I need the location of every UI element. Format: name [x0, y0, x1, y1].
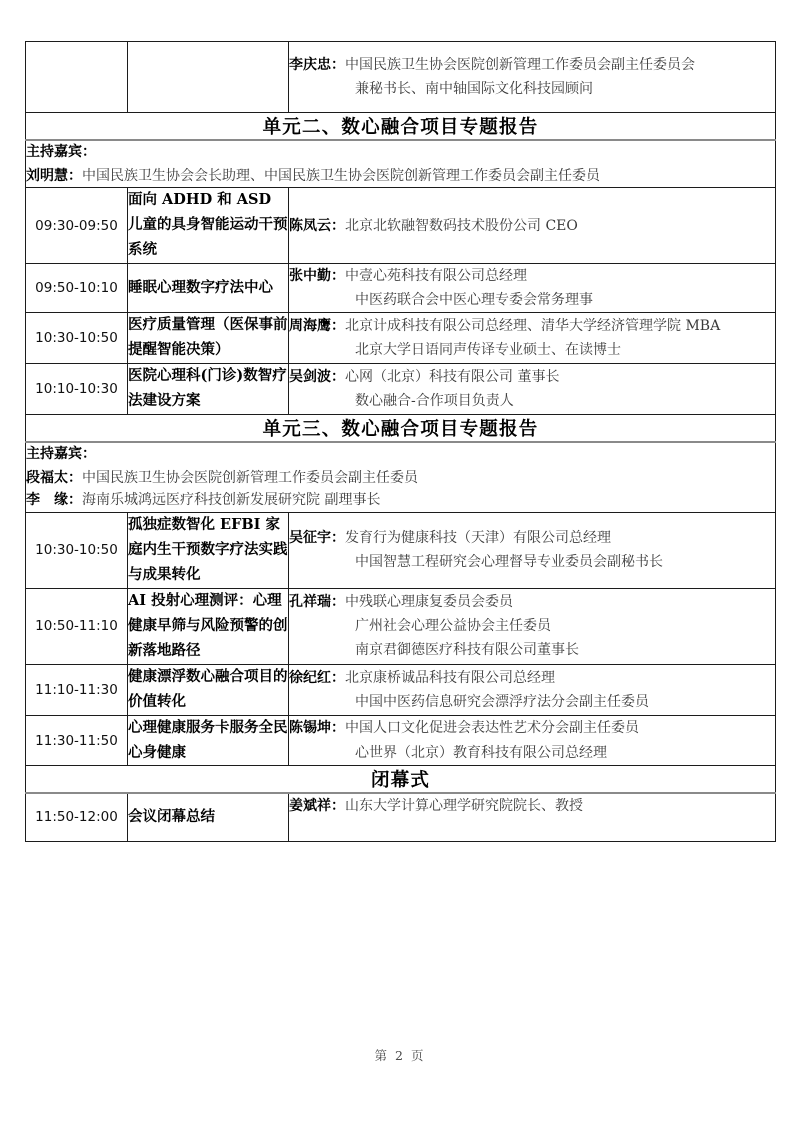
speaker-cell [289, 664, 776, 715]
speaker-line [289, 690, 775, 714]
topic-cell: 医院心理科(门诊)数智疗法建设方案 [128, 364, 289, 415]
speaker-line [289, 389, 775, 413]
speaker-cell [289, 364, 776, 415]
speaker-cell [289, 264, 776, 313]
moderator-heading: 主持嘉宾： [26, 446, 96, 463]
speaker-role: 心世界（北京）教育科技有限公司总经理 [355, 744, 607, 761]
topic-cell [128, 42, 289, 113]
speaker-colon: ： [331, 594, 345, 611]
speaker-role: 南京君御德医疗科技有限公司董事长 [355, 642, 579, 659]
speaker-name: 陈锡坤 [289, 720, 331, 737]
speaker-role: 北京计成科技有限公司总经理、清华大学经济管理学院 MBA [345, 318, 721, 335]
section-title: 单元三、数心融合项目专题报告 [26, 415, 776, 443]
speaker-cell [289, 588, 776, 664]
speaker-line [289, 53, 775, 77]
speaker-role: 数心融合-合作项目负责人 [355, 393, 514, 410]
speaker-line [289, 214, 775, 238]
topic-cell: 孤独症数智化 EFBI 家庭内生干预数字疗法实践与成果转化 [128, 513, 289, 589]
speaker-colon: ： [331, 530, 345, 547]
table-row [26, 588, 776, 664]
speaker-role: 中国民族卫生协会医院创新管理工作委员会副主任委员会 [345, 56, 695, 73]
speaker-colon: ： [331, 56, 345, 73]
speaker-colon: ： [331, 318, 345, 335]
speaker-colon: ： [331, 720, 345, 737]
speaker-name: 孔祥瑞 [289, 594, 331, 611]
speaker-name: 周海鹰 [289, 318, 331, 335]
section-title: 闭幕式 [26, 766, 776, 794]
topic-cell: 睡眠心理数字疗法中心 [128, 264, 289, 313]
table-row [26, 313, 776, 364]
table-row [26, 364, 776, 415]
moderator-line [26, 489, 775, 512]
time-cell: 10:30-10:50 [26, 313, 128, 364]
time-cell: 10:50-11:10 [26, 588, 128, 664]
table-row [26, 715, 776, 766]
moderator-role: 中国民族卫生协会医院创新管理工作委员会副主任委员 [82, 469, 418, 486]
section-title-row [26, 113, 776, 141]
speaker-role: 发育行为健康科技（天津）有限公司总经理 [345, 530, 611, 547]
speaker-cell [289, 188, 776, 264]
moderator-name: 李 缘 [26, 492, 68, 509]
speaker-line [289, 264, 775, 288]
speaker-cell [289, 793, 776, 841]
time-cell: 09:50-10:10 [26, 264, 128, 313]
topic-cell: 面向 ADHD 和 ASD 儿童的具身智能运动干预系统 [128, 188, 289, 264]
speaker-line [289, 638, 775, 662]
section-title: 单元二、数心融合项目专题报告 [26, 113, 776, 141]
table-row [26, 188, 776, 264]
speaker-line [289, 666, 775, 690]
moderator-line [26, 165, 775, 188]
topic-cell: 医疗质量管理（医保事前提醒智能决策） [128, 313, 289, 364]
speaker-line [289, 526, 775, 550]
topic-cell: 健康漂浮数心融合项目的价值转化 [128, 664, 289, 715]
time-cell: 10:10-10:30 [26, 364, 128, 415]
moderator-name: 刘明慧 [26, 167, 68, 184]
moderator-role: 海南乐城鸿远医疗科技创新发展研究院 副理事长 [82, 492, 381, 509]
speaker-colon: ： [331, 798, 345, 815]
speaker-role: 北京康桥诚品科技有限公司总经理 [345, 669, 555, 686]
speaker-colon: ： [331, 669, 345, 686]
topic-cell: AI 投射心理测评：心理健康早筛与风险预警的创新落地路径 [128, 588, 289, 664]
speaker-role: 心网（北京）科技有限公司 董事长 [345, 369, 560, 386]
table-row [26, 513, 776, 589]
speaker-colon: ： [331, 217, 345, 234]
speaker-role: 北京北软融智数码技术股份公司 CEO [345, 217, 578, 234]
speaker-name: 吴剑波 [289, 369, 331, 386]
speaker-line [289, 314, 775, 338]
speaker-name: 吴征宇 [289, 530, 331, 547]
time-cell: 11:50-12:00 [26, 793, 128, 841]
moderator-line [26, 467, 775, 490]
speaker-name: 姜斌祥 [289, 798, 331, 815]
agenda-table-body [26, 42, 776, 842]
speaker-role: 中残联心理康复委员会委员 [345, 594, 513, 611]
speaker-line [289, 741, 775, 765]
speaker-cell [289, 513, 776, 589]
time-cell: 11:10-11:30 [26, 664, 128, 715]
speaker-colon: ： [331, 268, 345, 285]
time-cell: 11:30-11:50 [26, 715, 128, 766]
moderator-cell [26, 140, 776, 188]
table-row [26, 664, 776, 715]
table-row [26, 42, 776, 113]
speaker-role: 中国智慧工程研究会心理督导专业委员会副秘书长 [355, 554, 663, 571]
speaker-role: 北京大学日语同声传译专业硕士、在读博士 [355, 342, 621, 359]
speaker-role: 兼秘书长、南中轴国际文化科技园顾问 [355, 81, 593, 97]
speaker-line [289, 614, 775, 638]
table-row [26, 793, 776, 841]
moderator-cell [26, 442, 776, 513]
speaker-cell [289, 313, 776, 364]
speaker-line [289, 338, 775, 362]
topic-cell: 心理健康服务卡服务全民心身健康 [128, 715, 289, 766]
speaker-cell [289, 42, 776, 113]
speaker-colon: ： [331, 369, 345, 386]
moderator-name: 段福太 [26, 469, 68, 486]
time-cell: 09:30-09:50 [26, 188, 128, 264]
moderator-row [26, 140, 776, 188]
page-number-footer: 第 2 页 [374, 1048, 426, 1063]
speaker-line [289, 77, 775, 101]
moderator-row [26, 442, 776, 513]
speaker-name: 陈凤云 [289, 217, 331, 234]
time-cell: 10:30-10:50 [26, 513, 128, 589]
moderator-colon: ： [68, 492, 82, 509]
speaker-cell [289, 715, 776, 766]
speaker-line [289, 590, 775, 614]
speaker-role: 广州社会心理公益协会主任委员 [355, 618, 551, 635]
speaker-line [289, 794, 775, 818]
speaker-line [289, 550, 775, 574]
speaker-name: 李庆忠 [289, 56, 331, 73]
speaker-line [289, 716, 775, 740]
speaker-name: 张中勤 [289, 268, 331, 285]
section-title-row [26, 415, 776, 443]
speaker-name: 徐纪红 [289, 669, 331, 686]
moderator-role: 中国民族卫生协会会长助理、中国民族卫生协会医院创新管理工作委员会副主任委员 [82, 167, 600, 184]
section-title-row [26, 766, 776, 794]
topic-cell: 会议闭幕总结 [128, 793, 289, 841]
moderator-colon: ： [68, 167, 82, 184]
speaker-line [289, 288, 775, 312]
moderator-heading: 主持嘉宾： [26, 144, 96, 160]
time-cell [26, 42, 128, 113]
speaker-line [289, 365, 775, 389]
speaker-role: 中医药联合会中医心理专委会常务理事 [355, 292, 593, 309]
speaker-role: 山东大学计算心理学研究院院长、教授 [345, 798, 583, 815]
speaker-line-spacer [289, 819, 775, 841]
agenda-table [25, 41, 776, 842]
speaker-role: 中国中医药信息研究会漂浮疗法分会副主任委员 [355, 693, 649, 710]
speaker-role: 中国人口文化促进会表达性艺术分会副主任委员 [345, 720, 639, 737]
speaker-role: 中壹心苑科技有限公司总经理 [345, 268, 527, 285]
table-row [26, 264, 776, 313]
moderator-colon: ： [68, 469, 82, 486]
